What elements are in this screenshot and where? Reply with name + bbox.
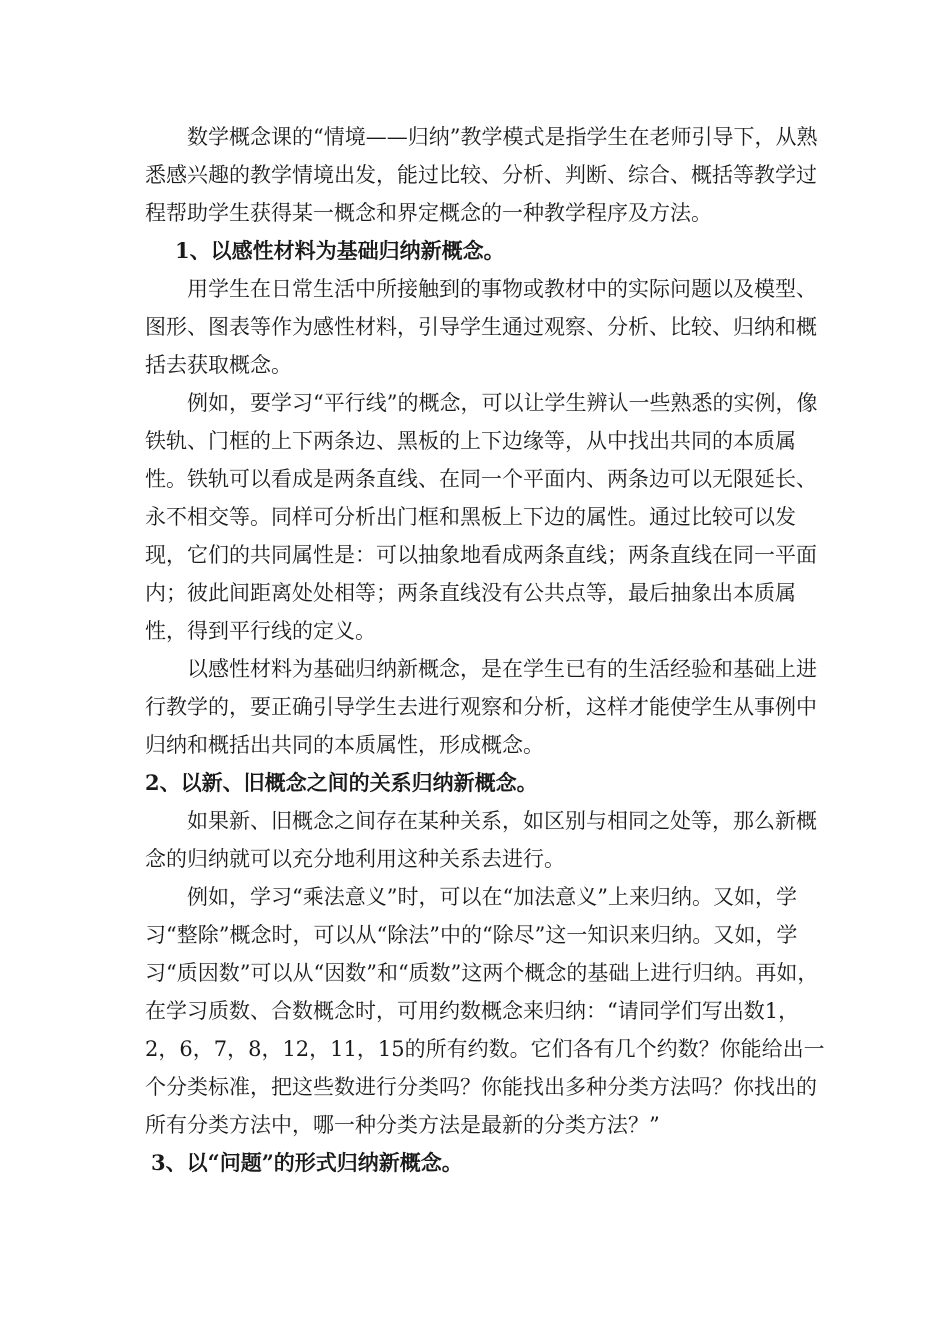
section-heading-1: 1、以感性材料为基础归纳新概念。 — [175, 238, 505, 263]
section-2-paragraph-1: 如果新、旧概念之间存在某种关系，如区别与相同之处等，那么新概念的归纳就可以充分地利用这种关系去进行。 — [145, 809, 817, 871]
section-2-paragraph-2: 例如，学习“乘法意义”时，可以在“加法意义”上来归纳。又如，学习“整除”概念时，可以从“除法”中的“除尽”这一知识来归纳。又如，学习“质因数”可以从“因数”和“质数”这两个概念的基础上进行归纳。再如，在学习质数、合数概念时，可用约数概念来归纳：“请同学们写出数1，2，6，7，8，12，11，15的所有约数。它们各有几个约数？你能给出一个分类标准，把这些数进行分类吗？你能找出多种分类方法吗？你找出的所有分类方法中，哪一种分类方法是最新的分类方法？” — [145, 885, 825, 1137]
section-1-paragraph-1: 用学生在日常生活中所接触到的事物或教材中的实际问题以及模型、图形、图表等作为感性材料，引导学生通过观察、分析、比较、归纳和概括去获取概念。 — [145, 277, 817, 377]
section-heading-2: 2、以新、旧概念之间的关系归纳新概念。 — [145, 770, 538, 795]
section-1-paragraph-2: 例如，要学习“平行线”的概念，可以让学生辨认一些熟悉的实例，像铁轨、门框的上下两条边、黑板的上下边缘等，从中找出共同的本质属性。铁轨可以看成是两条直线、在同一个平面内、两条边可以无限延长、永不相交等。同样可分析出门框和黑板上下边的属性。通过比较可以发现，它们的共同属性是：可以抽象地看成两条直线；两条直线在同一平面内；彼此间距离处处相等；两条直线没有公共点等，最后抽象出本质属性，得到平行线的定义。 — [145, 391, 818, 643]
document-body — [145, 118, 825, 1182]
section-1-paragraph-3: 以感性材料为基础归纳新概念，是在学生已有的生活经验和基础上进行教学的，要正确引导学生去进行观察和分析，这样才能使学生从事例中归纳和概括出共同的本质属性，形成概念。 — [145, 657, 817, 757]
intro-paragraph: 数学概念课的“情境——归纳”教学模式是指学生在老师引导下，从熟悉感兴趣的教学情境出发，能过比较、分析、判断、综合、概括等教学过程帮助学生获得某一概念和界定概念的一种教学程序及方法。 — [145, 125, 818, 225]
section-heading-3: 3、以“问题”的形式归纳新概念。 — [151, 1150, 463, 1175]
